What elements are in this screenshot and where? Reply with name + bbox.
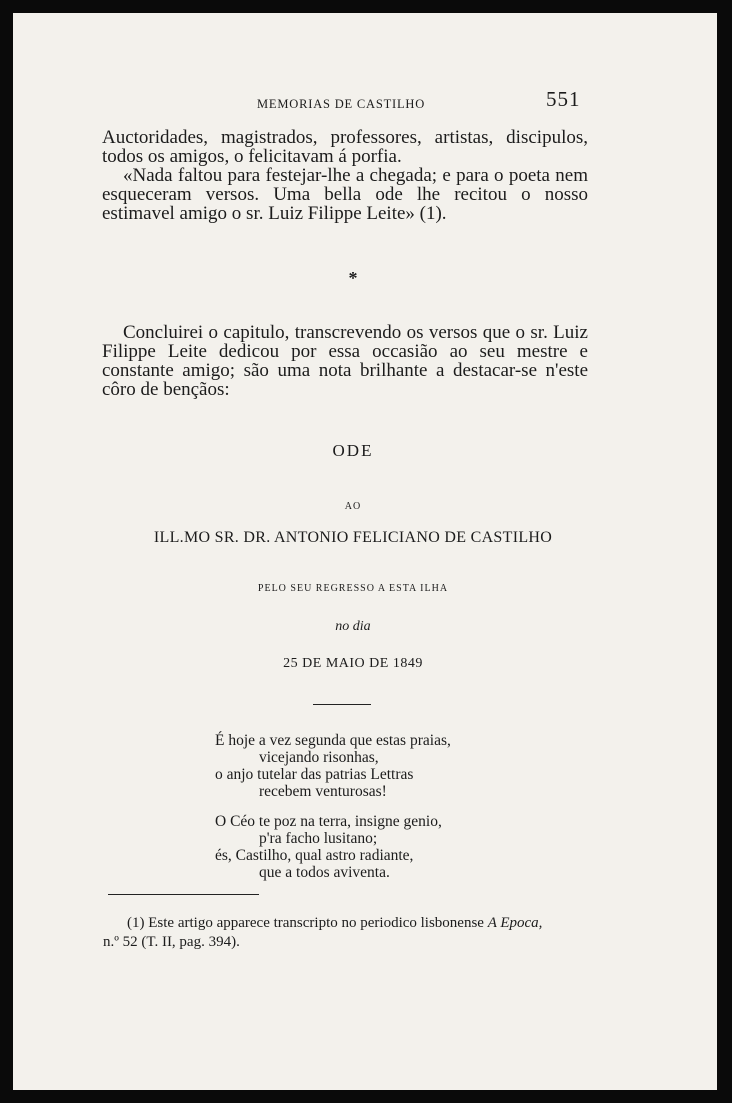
footnote-reference: n.º 52 (T. II, pag. 394).	[103, 934, 240, 950]
paragraph-arrival	[102, 128, 588, 223]
page-number: 551	[546, 87, 581, 111]
footnote-marker: (1)	[127, 915, 145, 931]
verse-line: recebem venturosas!	[259, 783, 387, 800]
ode-to: AO	[344, 501, 362, 512]
verse-line: p'ra facho lusitano;	[259, 830, 378, 847]
footnote-publication: A Epoca,	[487, 915, 543, 931]
verse-line: és, Castilho, qual astro radiante,	[215, 847, 414, 864]
ode-date: 25 DE MAIO DE 1849	[283, 656, 423, 671]
paragraph-conclusion: Concluirei o capitulo, transcrevendo os versos que o sr. Luiz Filippe Leite dedicou por essa occasião ao seu mestre e constante amigo; são uma nota brilhante a destacar-se n'este côro de bençãos:	[102, 322, 588, 400]
verse-line: vicejando risonhas,	[259, 749, 379, 766]
ode-divider	[313, 704, 371, 705]
ode-day: no dia	[335, 619, 371, 634]
quoted-paragraph: «Nada faltou para festejar-lhe a chegada; e para o poeta nem esqueceram versos. Uma bella ode lhe recitou o nosso estimavel amigo o sr. Luiz Filippe Leite» (1).	[102, 165, 588, 224]
ode-title: ODE	[332, 441, 374, 460]
stanza-2	[215, 813, 442, 881]
paragraph-text: Auctoridades, magistrados, professores, artistas, discipulos, todos os amigos, o felicitavam á porfia.	[102, 127, 588, 167]
footnote	[103, 914, 583, 952]
running-header: MEMORIAS DE CASTILHO	[257, 97, 426, 111]
verse-line: O Céo te poz na terra, insigne genio,	[215, 813, 442, 830]
stanza-1	[215, 732, 451, 800]
verse-line: É hoje a vez segunda que estas praias,	[215, 732, 451, 749]
verse-line: o anjo tutelar das patrias Lettras	[215, 766, 414, 783]
section-separator: *	[348, 268, 358, 288]
ode-occasion: PELO SEU REGRESSO A ESTA ILHA	[257, 583, 449, 594]
footnote-text: Este artigo apparece transcripto no periodico lisbonense	[148, 915, 484, 931]
book-page	[13, 13, 717, 1090]
footnote-divider	[108, 894, 259, 895]
ode-dedication: ILL.MO SR. DR. ANTONIO FELICIANO DE CASTILHO	[153, 529, 553, 546]
verse-line: que a todos aviventa.	[259, 864, 390, 881]
